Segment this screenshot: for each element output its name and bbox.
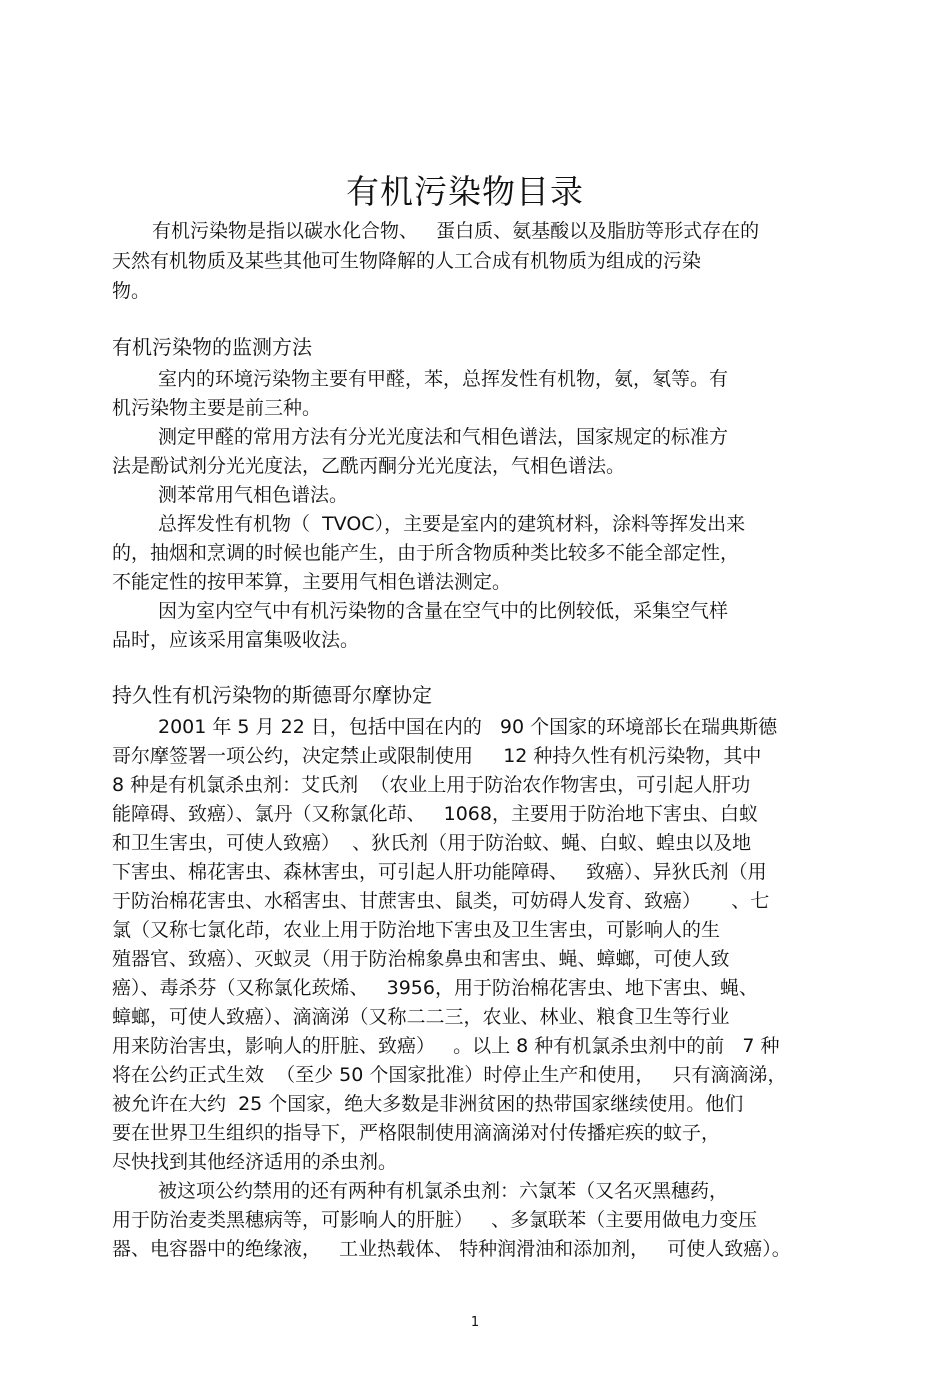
page-number: 1 xyxy=(470,1315,480,1330)
section1-line-8: 不能定性的按甲苯算，主要用气相色谱法测定。 xyxy=(112,571,512,593)
section2-line-3: 8 种是有机氯杀虫剂：艾氏剂 （农业上用于防治农作物害虫，可引起人肝功 xyxy=(112,774,751,796)
section2-line-8: 氯（又称七氯化茚，农业上用于防治地下害虫及卫生害虫，可影响人的生 xyxy=(112,919,721,941)
section1-line-1: 室内的环境污染物主要有甲醛，苯，总挥发性有机物，氨，氡等。有 xyxy=(158,368,729,390)
section1-line-7: 的，抽烟和烹调的时候也能产生，由于所含物质种类比较多不能全部定性， xyxy=(112,542,740,564)
document-title: 有机污染物目录 xyxy=(346,172,584,211)
section2-line-13: 将在公约正式生效 （至少 50 个国家批准）时停止生产和使用， 只有滴滴涕， xyxy=(112,1064,787,1086)
section1-line-10: 品时，应该采用富集吸收法。 xyxy=(112,629,360,651)
section2-line-18: 用于防治麦类黑穗病等，可影响人的肝脏） 、多氯联苯（主要用做电力变压 xyxy=(112,1209,758,1231)
intro-line-2: 天然有机物质及某些其他可生物降解的人工合成有机物质为组成的污染 xyxy=(112,250,702,272)
intro-line-3: 物。 xyxy=(112,280,151,302)
section1-line-5: 测苯常用气相色谱法。 xyxy=(158,484,349,506)
section-heading-monitoring-methods: 有机污染物的监测方法 xyxy=(112,335,312,359)
section2-line-12: 用来防治害虫，影响人的肝脏、致癌） 。以上 8 种有机氯杀虫剂中的前 7 种 xyxy=(112,1035,780,1057)
section1-line-2: 机污染物主要是前三种。 xyxy=(112,397,322,419)
section2-line-19: 器、电容器中的绝缘液， 工业热载体、 特种润滑油和添加剂， 可使人致癌）。 xyxy=(112,1238,791,1260)
section2-line-10: 癌）、毒杀芬（又称氯化莰烯、 3956，用于防治棉花害虫、地下害虫、蝇、 xyxy=(112,977,758,999)
section2-line-5: 和卫生害虫，可使人致癌） 、狄氏剂（用于防治蚊、蝇、白蚁、蝗虫以及地 xyxy=(112,832,752,854)
section2-line-6: 下害虫、棉花害虫、森林害虫，可引起人肝功能障碍、 致癌）、异狄氏剂（用 xyxy=(112,861,767,883)
section2-line-4: 能障碍、致癌）、氯丹（又称氯化茚、 1068，主要用于防治地下害虫、白蚁 xyxy=(112,803,758,825)
section1-line-6: 总挥发性有机物（ TVOC），主要是室内的建筑材料，涂料等挥发出来 xyxy=(158,513,746,535)
section2-line-16: 尽快找到其他经济适用的杀虫剂。 xyxy=(112,1151,398,1173)
section2-line-2: 哥尔摩签署一项公约，决定禁止或限制使用 12 种持久性有机污染物，其中 xyxy=(112,745,762,767)
section2-line-11: 蟑螂，可使人致癌）、滴滴涕（又称二二三，农业、林业、粮食卫生等行业 xyxy=(112,1006,730,1028)
section1-line-3: 测定甲醛的常用方法有分光光度法和气相色谱法，国家规定的标准方 xyxy=(158,426,729,448)
section1-line-4: 法是酚试剂分光光度法，乙酰丙酮分光光度法，气相色谱法。 xyxy=(112,455,626,477)
section2-line-9: 殖器官、致癌）、灭蚁灵（用于防治棉象鼻虫和害虫、蝇、蟑螂，可使人致 xyxy=(112,948,730,970)
section2-line-17: 被这项公约禁用的还有两种有机氯杀虫剂：六氯苯（又名灭黑穗药， xyxy=(158,1180,729,1202)
section1-line-9: 因为室内空气中有机污染物的含量在空气中的比例较低，采集空气样 xyxy=(158,600,729,622)
section-heading-stockholm-convention: 持久性有机污染物的斯德哥尔摩协定 xyxy=(112,683,432,707)
intro-line-1: 有机污染物是指以碳水化合物、 蛋白质、氨基酸以及脂肪等形式存在的 xyxy=(152,220,760,242)
section2-line-1: 2001 年 5 月 22 日，包括中国在内的 90 个国家的环境部长在瑞典斯德 xyxy=(158,716,778,738)
section2-line-7: 于防治棉花害虫、水稻害虫、甘蔗害虫、鼠类，可妨碍人发育、致癌） 、七 xyxy=(112,890,770,912)
section2-line-14: 被允许在大约 25 个国家，绝大多数是非洲贫困的热带国家继续使用。他们 xyxy=(112,1093,744,1115)
section2-line-15: 要在世界卫生组织的指导下，严格限制使用滴滴涕对付传播疟疾的蚊子， xyxy=(112,1122,721,1144)
